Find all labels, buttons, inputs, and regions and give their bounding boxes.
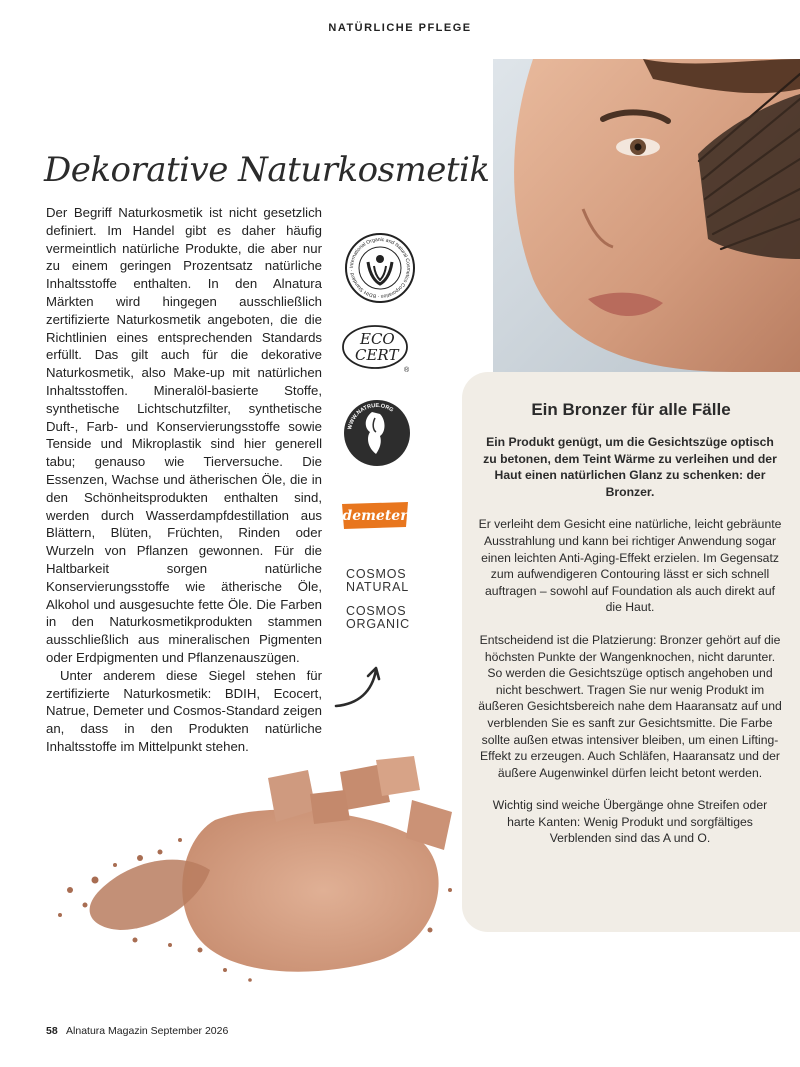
article-paragraph: Unter anderem diese Siegel stehen für zertifizierte Naturkosmetik: BDIH, Ecocert, Natrue, Demeter und Cosmos-Standard zeigen an, dass in den Produkten natürliche Inhaltsstoffe im Mittelpunkt stehen.	[46, 667, 322, 754]
section-label: NATÜRLICHE PFLEGE	[328, 22, 472, 34]
sidebar-paragraph: Er verleiht dem Gesicht eine natürliche, leicht gebräunte Ausstrahlung und kann bei richtiger Anwendung sogar einen leichten Anti-Aging-Effekt erzielen. Im Gegensatz zum aufwendigeren Contouring lässt er sich schnell auftragen – sowohl auf Foundation als auch direkt auf die Haut.	[478, 517, 782, 615]
sidebar-body	[478, 434, 782, 863]
article-body	[46, 204, 322, 756]
cosmos-organic-line-2: ORGANIC	[346, 617, 410, 631]
demeter-seal	[340, 500, 410, 535]
cosmos-natural-line-2: NATURAL	[346, 580, 410, 594]
sidebar-paragraph: Wichtig sind weiche Übergänge ohne Streifen oder harte Kanten: Wenig Produkt und sorgfältiges Verblenden sind das A und O.	[492, 798, 768, 846]
cosmos-organic-label	[346, 605, 410, 631]
ecocert-text-1: ECO	[360, 330, 395, 348]
cosmos-natural-label	[346, 568, 409, 594]
cosmos-natural-line-1: COSMOS	[346, 567, 407, 581]
ecocert-seal	[340, 322, 414, 379]
bdih-ring-text: International Organic and Natural Cosmetics Corporation · BDIH Standard ·	[348, 236, 412, 300]
natrue-seal	[342, 398, 412, 473]
page-number: 58	[46, 1025, 58, 1037]
sidebar-lead: Ein Produkt genügt, um die Gesichtszüge optisch zu betonen, dem Teint Wärme zu verleihen und der Haut einen natürlichen Glanz zu schenken: der Bronzer.	[483, 435, 777, 499]
sidebar-title: Ein Bronzer für alle Fälle	[531, 400, 731, 419]
pointer-arrow-icon	[330, 660, 382, 717]
demeter-text: demeter	[342, 508, 408, 524]
sidebar-paragraph: Entscheidend ist die Platzierung: Bronzer gehört auf die höchsten Punkte der Wangenknochen, nicht darunter. So werden die Gesichtszüge optisch angehoben und nicht beschwert. Tragen Sie nur wenig Produkt im äußeren Gesichtsbereich nahe dem Haaransatz auf und verblenden Sie es sanft zur Gesichtsmitte. Die Farbe sollte außen etwas intensiver bleiben, um einen Lifting-Effekt zu erzeugen. Auch Schläfen, Haaransatz und der äußere Augenwinkel dürfen leicht betont werden.	[478, 632, 782, 780]
svg-text:International Organic and Natu	[349, 237, 411, 299]
natrue-ring-text: WWW.NATRUE.ORG	[347, 402, 395, 431]
portrait-photo	[493, 59, 800, 372]
registered-mark: ®	[404, 367, 410, 374]
publication-name: Alnatura Magazin September 2026	[66, 1025, 229, 1037]
article-title: Dekorative Naturkosmetik	[44, 150, 490, 190]
cosmos-organic-line-1: COSMOS	[346, 604, 407, 618]
bronzer-powder-image	[40, 740, 470, 990]
ecocert-text-2: CERT	[355, 346, 399, 364]
bdih-seal	[344, 232, 416, 309]
page-footer	[46, 1025, 228, 1037]
article-paragraph: Der Begriff Naturkosmetik ist nicht gesetzlich definiert. Im Handel gibt es daher häufig vermeintlich natürliche Produkte, die aber nur zu einem geringen Prozentsatz natürliche Inhaltsstoffe enthalten. In den Alnatura Märkten wird hingegen ausschließlich zertifizierte Naturkosmetik angeboten, die die Richtlinien eines entsprechenden Standards erfüllt. Das gilt auch für die dekorative Naturkosmetik, also Make-up mit natürlichen Inhaltsstoffen. Mineralöl-basierte Stoffe, synthetische Lichtschutzfilter, synthetische Duft-, Farb- und Konservierungsstoffe sowie Tenside und Mikroplastik sind hier generell tabu; genauso wie Tierversuche. Die Essenzen, Wachse und ätherischen Öle, die in den Schönheitsprodukten enthalten sind, werden durch Wasserdampfdestillation aus Blättern, Blüten, Früchten, Rinden oder Wurzeln von Pflanzen gewonnen. Für die Haltbarkeit sorgen natürliche Konservierungsstoffe wie ätherische Öle, Alkohol und ausgesuchte fette Öle. Die Farben in den Naturkosmetikprodukten stammen ausschließlich aus mineralischen Pigmenten oder Erdpigmenten und Pflanzenauszügen.	[46, 205, 322, 665]
